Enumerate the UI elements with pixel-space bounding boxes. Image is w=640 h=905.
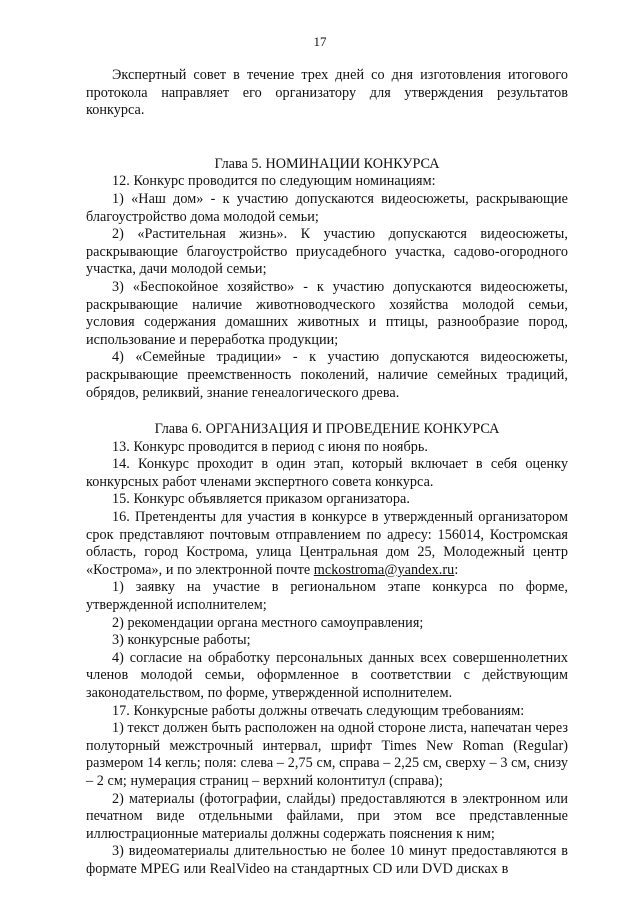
paragraph-14: 14. Конкурс проходит в один этап, который включает в себя оценку конкурсных работ членами экспертного совета конкурса. — [86, 456, 568, 490]
requirement-1: 1) текст должен быть расположен на одной стороне листа, напечатан через полуторный межстрочный интервал, шрифт Times New Roman (Regular) размером 14 кегль; поля: слева – 2,75 см, справа – 2,25 см, сверху – 3 см, снизу – 2 см; нумерация страниц – верхний колонтитул (справа); — [86, 720, 568, 789]
paragraph-16-text: 16. Претенденты для участия в конкурсе в утвержденный организатором срок представляют почтовым отправлением по адресу: 156014, Костромская область, город Кострома, улица Центральная дом 25, Молодежный центр «Кострома», и по электронной почте — [86, 509, 568, 578]
chapter-6-title: Глава 6. ОРГАНИЗАЦИЯ И ПРОВЕДЕНИЕ КОНКУРСА — [154, 421, 500, 438]
document-item-2: 2) рекомендации органа местного самоуправления; — [112, 614, 424, 631]
document-item-4: 4) согласие на обработку персональных данных всех совершеннолетних членов молодой семьи, оформленное в соответствии с действующим законодательством, по форме, утвержденной исполнителем. — [86, 649, 568, 701]
nomination-3: 3) «Беспокойное хозяйство» - к участию допускаются видеосюжеты, раскрывающие наличие животноводческого хозяйства молодой семьи, условия содержания домашних животных и птицы, разнообразие пород, использование и переработка продукции; — [86, 278, 568, 348]
paragraph-13: 13. Конкурс проводится в период с июня по ноябрь. — [112, 438, 428, 455]
intro-paragraph: Экспертный совет в течение трех дней со дня изготовления итогового протокола направляет его организатору для утверждения результатов конкурса. — [86, 67, 568, 119]
requirement-3: 3) видеоматериалы длительностью не более 10 минут предоставляются в формате MPEG или RealVideo на стандартных CD или DVD дисках в — [86, 843, 568, 877]
paragraph-17: 17. Конкурсные работы должны отвечать следующим требованиям: — [112, 702, 525, 719]
email-link[interactable]: mckostroma@yandex.ru — [313, 561, 455, 578]
page-number: 17 — [313, 34, 327, 49]
paragraph-15: 15. Конкурс объявляется приказом организатора. — [112, 491, 410, 508]
requirement-2: 2) материалы (фотографии, слайды) предоставляются в электронном или печатном виде отдельными файлами, при этом все представленные иллюстрационные материалы должны содержать пояснения к ним; — [86, 790, 568, 842]
chapter-5-title: Глава 5. НОМИНАЦИИ КОНКУРСА — [214, 155, 440, 172]
nomination-1: 1) «Наш дом» - к участию допускаются видеосюжеты, раскрывающие благоустройство дома молодой семьи; — [86, 190, 568, 225]
nomination-2: 2) «Растительная жизнь». К участию допускаются видеосюжеты, раскрывающие благоустройство приусадебного участка, садово-огородного участка, дачи молодой семьи; — [86, 226, 568, 278]
document-item-3: 3) конкурсные работы; — [112, 632, 251, 649]
paragraph-16-end: : — [454, 561, 459, 578]
document-item-1: 1) заявку на участие в региональном этапе конкурса по форме, утвержденной исполнителем; — [86, 579, 568, 614]
document-body — [86, 67, 568, 879]
paragraph-12: 12. Конкурс проводится по следующим номинациям: — [112, 173, 436, 190]
nomination-4: 4) «Семейные традиции» - к участию допускаются видеосюжеты, раскрывающие преемственность поколений, наличие семейных традиций, обрядов, реликвий, знание генеалогического древа. — [86, 349, 568, 401]
paragraph-16 — [86, 509, 568, 579]
